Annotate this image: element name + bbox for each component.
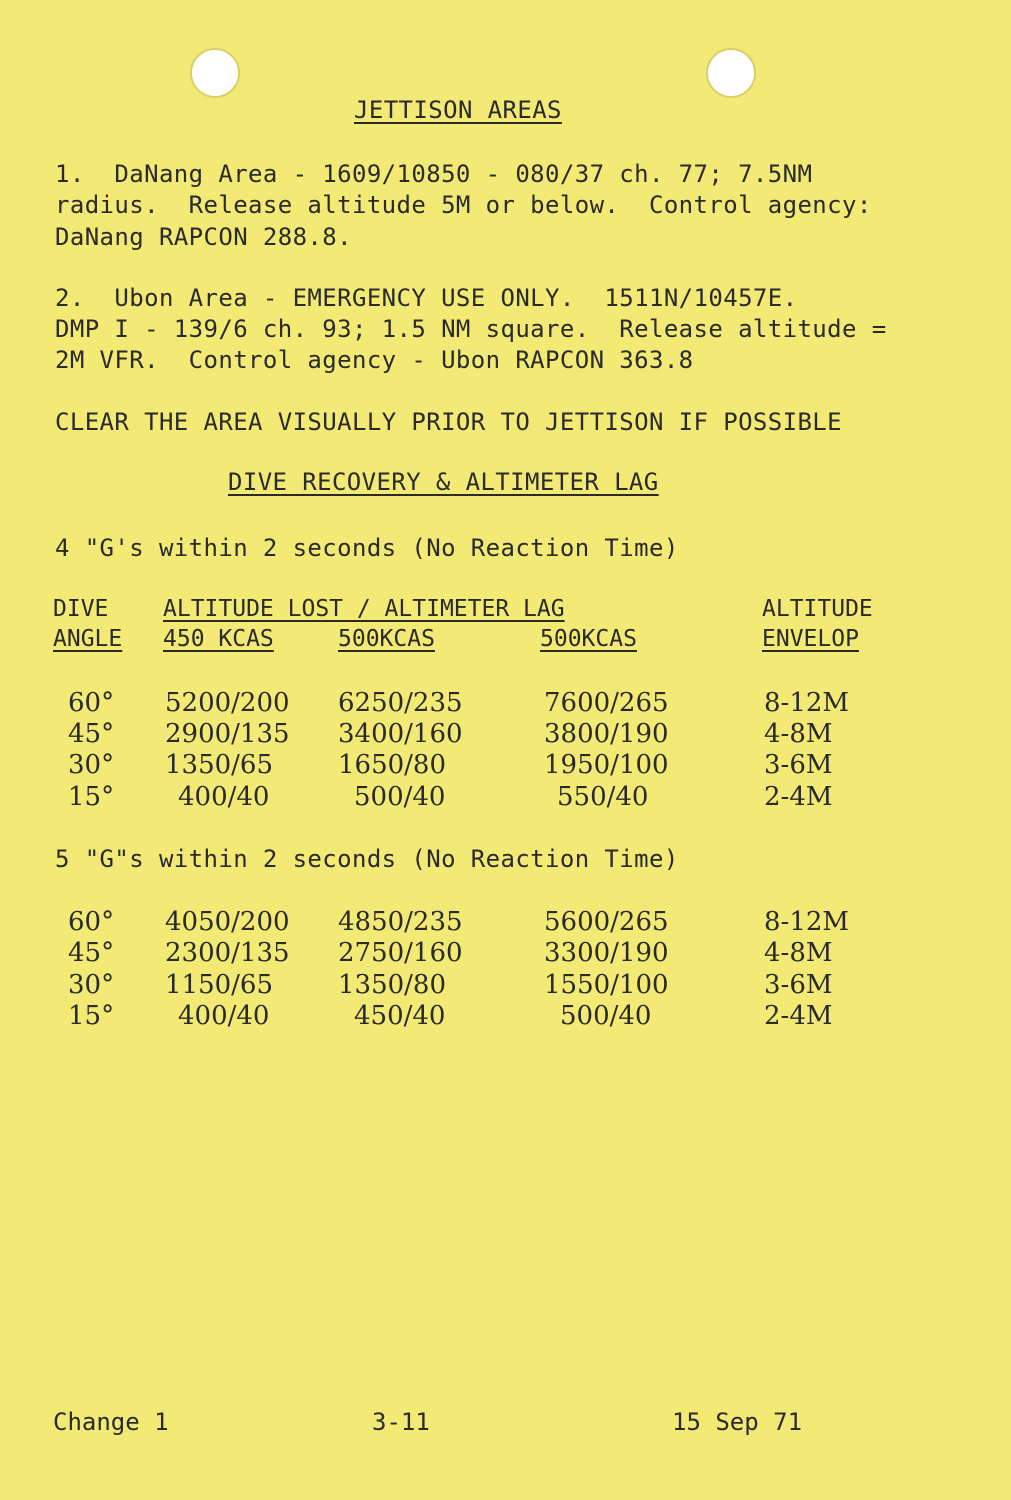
t1-row4-angle: 15° [68, 782, 115, 812]
footer-change: Change 1 [53, 1408, 169, 1436]
t2-row1-c2: 4850/235 [338, 907, 463, 937]
t1-row1-env: 8-12M [764, 688, 850, 718]
t1-row3-angle: 30° [68, 750, 115, 780]
header-altitude-lost: ALTITUDE LOST / ALTIMETER LAG [163, 596, 565, 622]
t2-row3-c3: 1550/100 [544, 970, 669, 1000]
para1-line3: DaNang RAPCON 288.8. [55, 223, 352, 251]
t2-row2-angle: 45° [68, 938, 115, 968]
punch-hole-right [706, 48, 756, 98]
section1-title: 4 "G's within 2 seconds (No Reaction Time) [55, 534, 679, 562]
para1-line2: radius. Release altitude 5M or below. Control agency: [55, 191, 872, 219]
dive-recovery-title: DIVE RECOVERY & ALTIMETER LAG [228, 468, 659, 496]
t1-row2-c1: 2900/135 [165, 719, 290, 749]
para2-line1: 2. Ubon Area - EMERGENCY USE ONLY. 1511N/10457E. [55, 284, 798, 312]
punch-hole-left [190, 48, 240, 98]
para2-line3: 2M VFR. Control agency - Ubon RAPCON 363.8 [55, 346, 694, 374]
footer-page-number: 3-11 [372, 1408, 430, 1436]
t1-row4-c2: 500/40 [354, 782, 446, 812]
header-col2: 500KCAS [338, 626, 435, 652]
t1-row4-c3: 550/40 [557, 782, 649, 812]
t1-row3-c2: 1650/80 [338, 750, 447, 780]
t1-row1-c3: 7600/265 [544, 688, 669, 718]
page-title: JETTISON AREAS [354, 96, 562, 124]
t1-row2-angle: 45° [68, 719, 115, 749]
t2-row4-c2: 450/40 [354, 1001, 446, 1031]
t2-row4-angle: 15° [68, 1001, 115, 1031]
t1-row3-c1: 1350/65 [165, 750, 274, 780]
header-col3: 500KCAS [540, 626, 637, 652]
t2-row3-angle: 30° [68, 970, 115, 1000]
t2-row4-env: 2-4M [764, 1001, 833, 1031]
t2-row3-c1: 1150/65 [165, 970, 274, 1000]
t1-row4-env: 2-4M [764, 782, 833, 812]
t1-row2-c3: 3800/190 [544, 719, 669, 749]
t1-row2-c2: 3400/160 [338, 719, 463, 749]
t1-row1-c1: 5200/200 [165, 688, 290, 718]
header-altitude-envelope-2: ENVELOP [762, 626, 859, 652]
t1-row2-env: 4-8M [764, 719, 833, 749]
t2-row1-c3: 5600/265 [544, 907, 669, 937]
t2-row1-c1: 4050/200 [165, 907, 290, 937]
para2-line2: DMP I - 139/6 ch. 93; 1.5 NM square. Release altitude = [55, 315, 887, 343]
t2-row2-c2: 2750/160 [338, 938, 463, 968]
t2-row4-c3: 500/40 [560, 1001, 652, 1031]
t1-row4-c1: 400/40 [178, 782, 270, 812]
clear-notice: CLEAR THE AREA VISUALLY PRIOR TO JETTISON IF POSSIBLE [55, 408, 843, 436]
t1-row3-env: 3-6M [764, 750, 833, 780]
para1-line1: 1. DaNang Area - 1609/10850 - 080/37 ch. 77; 7.5NM [55, 160, 813, 188]
t2-row2-c3: 3300/190 [544, 938, 669, 968]
t2-row3-c2: 1350/80 [338, 970, 447, 1000]
t2-row1-env: 8-12M [764, 907, 850, 937]
t1-row1-c2: 6250/235 [338, 688, 463, 718]
header-angle: ANGLE [53, 626, 123, 652]
t2-row2-env: 4-8M [764, 938, 833, 968]
t2-row1-angle: 60° [68, 907, 115, 937]
t2-row4-c1: 400/40 [178, 1001, 270, 1031]
t1-row3-c3: 1950/100 [544, 750, 669, 780]
t2-row3-env: 3-6M [764, 970, 833, 1000]
t1-row1-angle: 60° [68, 688, 115, 718]
header-dive: DIVE [53, 596, 109, 622]
header-altitude-envelope-1: ALTITUDE [762, 596, 873, 622]
t2-row2-c1: 2300/135 [165, 938, 290, 968]
footer-date: 15 Sep 71 [672, 1408, 803, 1436]
header-col1: 450 KCAS [163, 626, 274, 652]
section2-title: 5 "G"s within 2 seconds (No Reaction Time) [55, 845, 679, 873]
